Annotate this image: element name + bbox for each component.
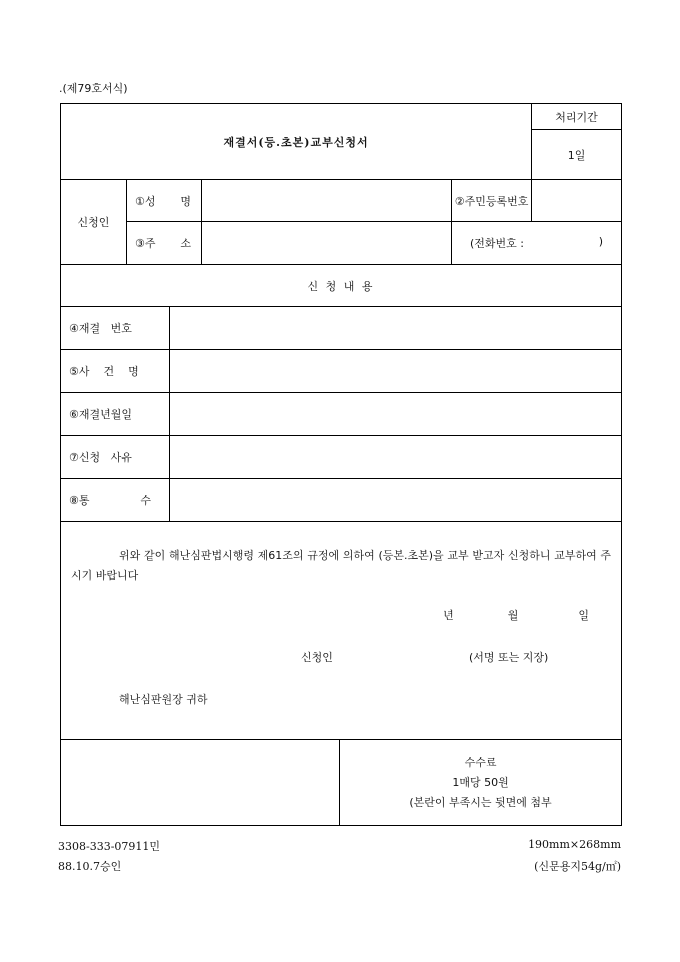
fee-amount: 1매당 50원	[452, 775, 509, 789]
name-field[interactable]	[202, 180, 452, 222]
fee-title: 수수료	[464, 755, 497, 769]
form-title: 재결서(등.초본)교부신청서	[61, 104, 532, 180]
decision-date-field[interactable]	[170, 393, 622, 436]
phone-close: )	[598, 235, 604, 248]
form-number-label: .(제79호서식)	[59, 82, 128, 95]
applicant-group-label: 신청인	[61, 180, 127, 265]
fee-note: (본란이 부족시는 뒷면에 첨부	[409, 795, 552, 809]
decision-date-label: ⑥재결년월일	[61, 393, 170, 436]
statement-section	[61, 522, 622, 740]
copies-label: ⑧통 수	[61, 479, 170, 522]
paper-spec: (신문용지54g/㎡)	[534, 860, 621, 873]
date-month-label: 월	[507, 609, 519, 622]
decision-number-label: ④재결 번호	[61, 307, 170, 350]
request-reason-label: ⑦신청 사유	[61, 436, 170, 479]
signer-label: 신청인	[301, 651, 333, 664]
phone-label: (전화번호 :	[470, 237, 524, 250]
date-day-label: 일	[578, 609, 590, 622]
case-name-label: ⑤사 건 명	[61, 350, 170, 393]
name-label: ①성 명	[127, 180, 202, 222]
resident-id-label: ②주민등록번호	[452, 180, 532, 222]
blank-box	[61, 740, 340, 826]
copies-field[interactable]	[170, 479, 622, 522]
request-reason-field[interactable]	[170, 436, 622, 479]
addressee-label: 해난심판원장 귀하	[119, 693, 208, 706]
processing-period-value: 1일	[532, 130, 622, 180]
phone-field[interactable]	[452, 222, 622, 265]
request-content-header: 신 청 내 용	[61, 265, 622, 307]
form-code: 3308-333-07911민	[58, 840, 161, 853]
approval-date: 88.10.7승인	[58, 860, 122, 873]
address-label: ③주 소	[127, 222, 202, 265]
fee-box	[340, 740, 622, 826]
signature-label: (서명 또는 지장)	[469, 651, 549, 664]
address-field[interactable]	[202, 222, 452, 265]
decision-number-field[interactable]	[170, 307, 622, 350]
case-name-field[interactable]	[170, 350, 622, 393]
date-year-label: 년	[443, 609, 454, 622]
resident-id-field[interactable]	[532, 180, 622, 222]
application-form	[60, 103, 622, 826]
statement-text: 위와 같이 해난심판법시행령 제61조의 규정에 의하여 (등본.초본)을 교부 받고자 신청하니 교부하여 주시기 바랍니다	[71, 549, 612, 582]
processing-period-label: 처리기간	[532, 104, 622, 130]
paper-size: 190mm×268mm	[528, 838, 621, 851]
